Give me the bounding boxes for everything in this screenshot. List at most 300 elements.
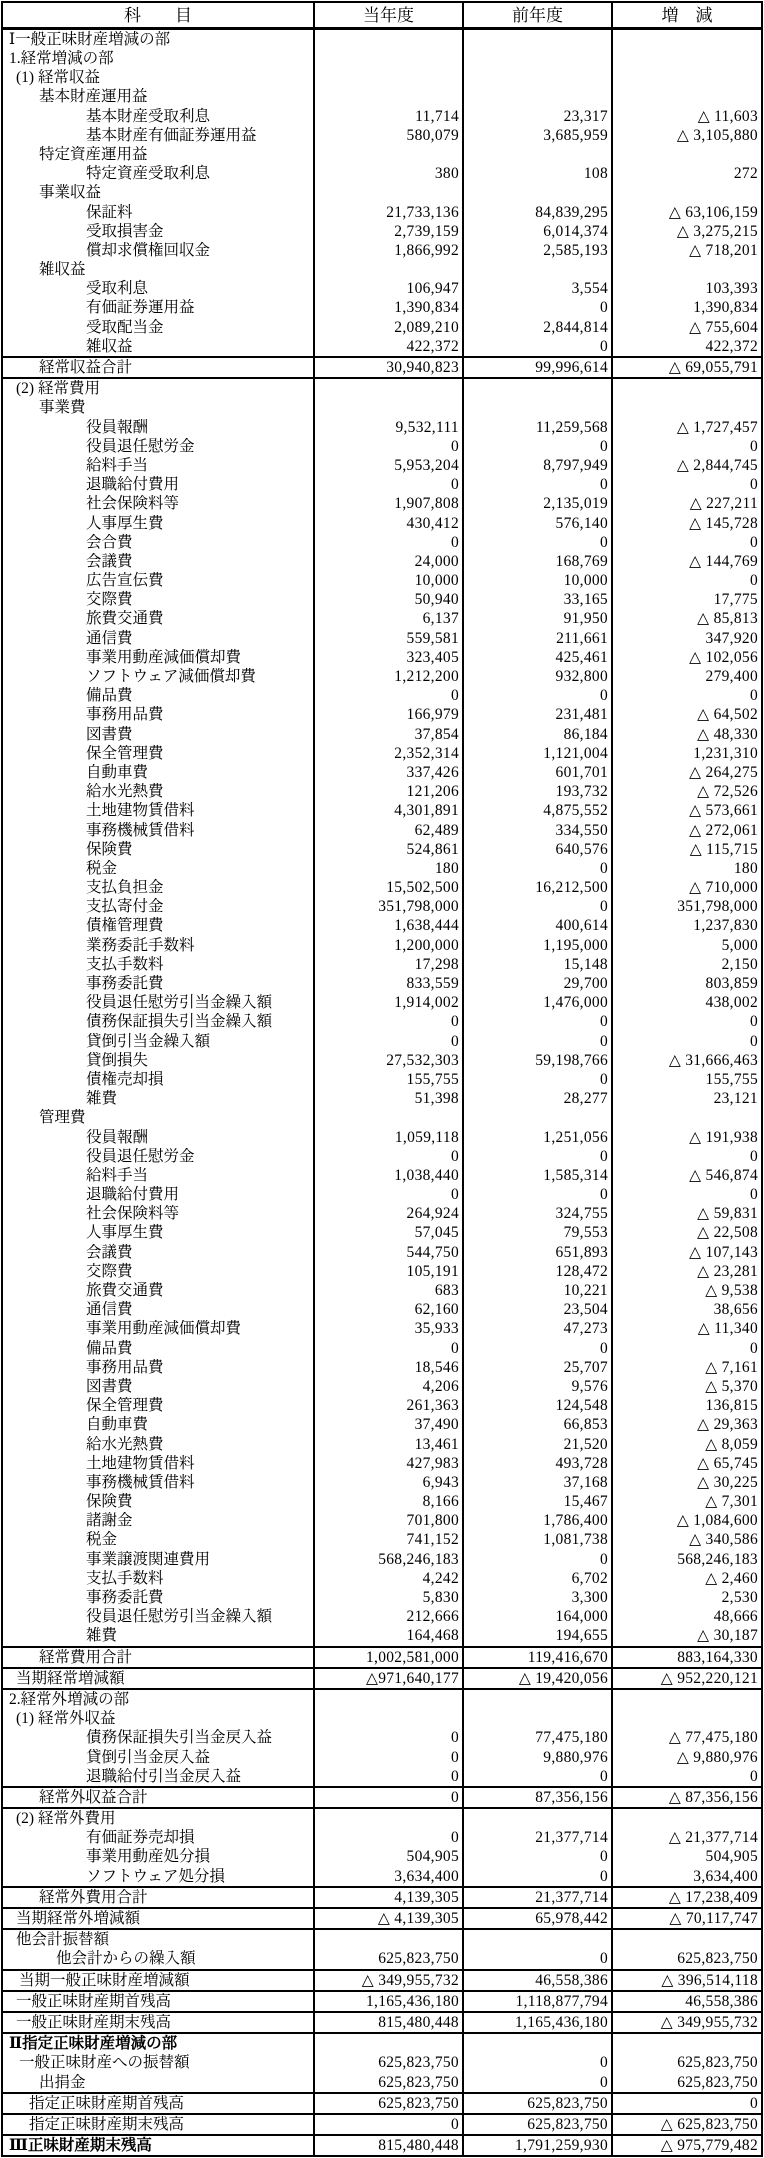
column-header-change: 増 減 — [612, 2, 762, 29]
value-change: 347,920 — [612, 629, 762, 648]
value-change — [612, 49, 762, 68]
value-prior-year: 33,165 — [463, 590, 612, 609]
table-row — [2, 993, 762, 1012]
table-row — [2, 667, 762, 686]
value-change: △ 2,844,745 — [612, 456, 762, 475]
row-label: 債務保証損失引当金戻入益 — [2, 1729, 314, 1748]
value-change: △ 3,275,215 — [612, 222, 762, 241]
value-prior-year: 1,476,000 — [463, 993, 612, 1012]
row-label: 税金 — [2, 859, 314, 878]
table-row — [2, 840, 762, 859]
value-change: △ 396,514,118 — [612, 1970, 762, 1991]
value-current-year: 8,166 — [314, 1492, 463, 1511]
value-change: △ 23,281 — [612, 1262, 762, 1281]
value-prior-year: 21,377,714 — [463, 1887, 612, 1908]
table-row — [2, 126, 762, 145]
value-current-year: 166,979 — [314, 706, 463, 725]
row-label: 役員退任慰労金 — [2, 437, 314, 456]
value-prior-year: 1,081,738 — [463, 1531, 612, 1550]
value-current-year: 504,905 — [314, 1848, 463, 1867]
value-current-year: 0 — [314, 437, 463, 456]
value-change: △ 11,340 — [612, 1320, 762, 1339]
value-current-year — [314, 184, 463, 203]
row-label: 基本財産受取利息 — [2, 107, 314, 126]
row-label: 貸倒損失 — [2, 1051, 314, 1070]
value-current-year: 430,412 — [314, 514, 463, 533]
table-row — [2, 610, 762, 629]
value-change: 0 — [612, 1339, 762, 1358]
column-header-prior-year: 前年度 — [463, 2, 612, 29]
value-change: 0 — [612, 686, 762, 705]
row-label: 給水光熱費 — [2, 1435, 314, 1454]
value-prior-year: 0 — [463, 1032, 612, 1051]
value-current-year: 1,059,118 — [314, 1128, 463, 1147]
value-change — [612, 1929, 762, 1949]
row-label: 支払寄付金 — [2, 897, 314, 916]
value-change: 155,755 — [612, 1070, 762, 1089]
value-change — [612, 184, 762, 203]
value-current-year — [314, 1109, 463, 1128]
value-change: △ 107,143 — [612, 1243, 762, 1262]
value-current-year: 0 — [314, 1828, 463, 1847]
table-row — [2, 357, 762, 378]
value-prior-year: 66,853 — [463, 1416, 612, 1435]
table-row — [2, 1647, 762, 1668]
table-row — [2, 706, 762, 725]
value-prior-year: 2,844,814 — [463, 318, 612, 337]
value-current-year: 4,242 — [314, 1569, 463, 1588]
value-current-year: 833,559 — [314, 974, 463, 993]
value-current-year: 4,206 — [314, 1377, 463, 1396]
value-current-year: 0 — [314, 533, 463, 552]
value-prior-year: 932,800 — [463, 667, 612, 686]
table-row — [2, 821, 762, 840]
value-change: 0 — [612, 1767, 762, 1787]
table-row — [2, 1185, 762, 1204]
value-change: △ 264,275 — [612, 763, 762, 782]
row-label: 保全管理費 — [2, 744, 314, 763]
value-prior-year: 15,467 — [463, 1492, 612, 1511]
row-label: 備品費 — [2, 686, 314, 705]
value-prior-year: 0 — [463, 533, 612, 552]
table-row — [2, 222, 762, 241]
value-current-year — [314, 49, 463, 68]
row-label: 備品費 — [2, 1339, 314, 1358]
value-prior-year: 0 — [463, 1339, 612, 1358]
value-change: 0 — [612, 2093, 762, 2114]
table-row — [2, 1950, 762, 1970]
value-change: 351,798,000 — [612, 897, 762, 916]
value-current-year: 24,000 — [314, 552, 463, 571]
row-label: 会合費 — [2, 533, 314, 552]
value-prior-year: 0 — [463, 1185, 612, 1204]
value-current-year: 2,352,314 — [314, 744, 463, 763]
row-label: 1.経常増減の部 — [2, 49, 314, 68]
value-change: 422,372 — [612, 337, 762, 357]
value-change: △ 952,220,121 — [612, 1668, 762, 1689]
value-prior-year — [463, 29, 612, 50]
value-current-year: 1,002,581,000 — [314, 1647, 463, 1668]
value-change — [612, 1689, 762, 1709]
table-row — [2, 859, 762, 878]
value-prior-year: 601,701 — [463, 763, 612, 782]
value-prior-year: 28,277 — [463, 1089, 612, 1108]
value-change — [612, 2033, 762, 2053]
row-label: 一般正味財産期末残高 — [2, 2012, 314, 2033]
value-change: 803,859 — [612, 974, 762, 993]
row-label: 旅費交通費 — [2, 1281, 314, 1300]
row-label: 旅費交通費 — [2, 610, 314, 629]
value-change: 0 — [612, 533, 762, 552]
table-row — [2, 1128, 762, 1147]
value-change: 17,775 — [612, 590, 762, 609]
row-label: 社会保険料等 — [2, 1204, 314, 1223]
row-label: 事業費 — [2, 399, 314, 418]
table-row — [2, 1991, 762, 2012]
value-prior-year: 59,198,766 — [463, 1051, 612, 1070]
value-change: △ 975,779,482 — [612, 2135, 762, 2156]
value-change: 5,000 — [612, 936, 762, 955]
value-current-year: 741,152 — [314, 1531, 463, 1550]
value-current-year: 0 — [314, 1032, 463, 1051]
value-change: △ 64,502 — [612, 706, 762, 725]
value-prior-year: 37,168 — [463, 1473, 612, 1492]
table-row — [2, 1473, 762, 1492]
value-change: △ 272,061 — [612, 821, 762, 840]
value-prior-year: 6,014,374 — [463, 222, 612, 241]
value-prior-year: 1,165,436,180 — [463, 2012, 612, 2033]
table-row — [2, 1089, 762, 1108]
row-label: 広告宣伝費 — [2, 571, 314, 590]
row-label: 経常費用合計 — [2, 1647, 314, 1668]
column-header-item: 科 目 — [2, 2, 314, 29]
row-label: 有価証券運用益 — [2, 299, 314, 318]
table-row — [2, 279, 762, 298]
table-row — [2, 2114, 762, 2135]
value-change: △ 17,238,409 — [612, 1887, 762, 1908]
value-prior-year — [463, 49, 612, 68]
row-label: 交際費 — [2, 1262, 314, 1281]
row-label: 事務委託費 — [2, 974, 314, 993]
value-current-year: 155,755 — [314, 1070, 463, 1089]
table-row — [2, 1377, 762, 1396]
value-prior-year: 493,728 — [463, 1454, 612, 1473]
value-current-year: 18,546 — [314, 1358, 463, 1377]
value-prior-year — [463, 1689, 612, 1709]
value-prior-year — [463, 1109, 612, 1128]
value-change: △ 102,056 — [612, 648, 762, 667]
value-change: △ 7,161 — [612, 1358, 762, 1377]
value-current-year: 121,206 — [314, 782, 463, 801]
table-row — [2, 1908, 762, 1929]
table-row — [2, 1550, 762, 1569]
value-current-year: 35,933 — [314, 1320, 463, 1339]
value-prior-year: △ 19,420,056 — [463, 1668, 612, 1689]
value-current-year: 524,861 — [314, 840, 463, 859]
value-current-year: 0 — [314, 1185, 463, 1204]
value-current-year: 21,733,136 — [314, 203, 463, 222]
value-change: 2,150 — [612, 955, 762, 974]
value-current-year: 164,468 — [314, 1627, 463, 1647]
value-prior-year: 15,148 — [463, 955, 612, 974]
value-prior-year: 99,996,614 — [463, 357, 612, 378]
value-current-year: 11,714 — [314, 107, 463, 126]
value-change: △ 85,813 — [612, 610, 762, 629]
value-change: 23,121 — [612, 1089, 762, 1108]
row-label: 人事厚生費 — [2, 514, 314, 533]
row-label: 諸謝金 — [2, 1511, 314, 1530]
row-label: 2.経常外増減の部 — [2, 1689, 314, 1709]
value-current-year: 0 — [314, 1748, 463, 1767]
row-label: 出捐金 — [2, 2073, 314, 2093]
value-change: 180 — [612, 859, 762, 878]
value-change: △ 63,106,159 — [612, 203, 762, 222]
value-change: △ 227,211 — [612, 495, 762, 514]
value-current-year: 559,581 — [314, 629, 463, 648]
row-label: 貸倒引当金繰入額 — [2, 1032, 314, 1051]
value-current-year: 2,089,210 — [314, 318, 463, 337]
value-current-year: 625,823,750 — [314, 2093, 463, 2114]
value-current-year: 264,924 — [314, 1204, 463, 1223]
value-current-year: 105,191 — [314, 1262, 463, 1281]
value-change — [612, 1808, 762, 1828]
value-change: 438,002 — [612, 993, 762, 1012]
row-label: (2) 経常外費用 — [2, 1808, 314, 1828]
table-row — [2, 1147, 762, 1166]
value-change: △ 144,769 — [612, 552, 762, 571]
value-change: 136,815 — [612, 1396, 762, 1415]
row-label: 債権売却損 — [2, 1070, 314, 1089]
value-prior-year: 0 — [463, 1950, 612, 1970]
value-current-year — [314, 1929, 463, 1949]
value-change: 0 — [612, 437, 762, 456]
value-change: △ 145,728 — [612, 514, 762, 533]
value-change: △ 718,201 — [612, 241, 762, 260]
row-label: 役員報酬 — [2, 1128, 314, 1147]
value-prior-year: 21,520 — [463, 1435, 612, 1454]
table-row — [2, 378, 762, 398]
row-label: 自動車費 — [2, 1416, 314, 1435]
value-prior-year: 23,317 — [463, 107, 612, 126]
value-prior-year: 194,655 — [463, 1627, 612, 1647]
table-row — [2, 29, 762, 50]
table-row — [2, 2012, 762, 2033]
table-row — [2, 878, 762, 897]
table-row — [2, 1828, 762, 1847]
row-label: 有価証券売却損 — [2, 1828, 314, 1847]
value-change — [612, 68, 762, 87]
value-current-year: 3,634,400 — [314, 1867, 463, 1887]
value-current-year: 0 — [314, 1787, 463, 1808]
value-prior-year: 0 — [463, 437, 612, 456]
value-prior-year: 79,553 — [463, 1224, 612, 1243]
value-current-year: 625,823,750 — [314, 2054, 463, 2073]
value-current-year: 2,739,159 — [314, 222, 463, 241]
row-label: 他会計からの繰入額 — [2, 1950, 314, 1970]
value-change: △ 70,117,747 — [612, 1908, 762, 1929]
statement-body — [2, 29, 762, 2157]
row-label: 事業用動産処分損 — [2, 1848, 314, 1867]
value-change: 272 — [612, 164, 762, 183]
value-current-year — [314, 1689, 463, 1709]
value-change: 625,823,750 — [612, 2054, 762, 2073]
table-row — [2, 260, 762, 279]
value-current-year: 50,940 — [314, 590, 463, 609]
value-prior-year: 0 — [463, 1013, 612, 1032]
value-current-year: 625,823,750 — [314, 2073, 463, 2093]
value-current-year: 1,638,444 — [314, 917, 463, 936]
value-change: △ 8,059 — [612, 1435, 762, 1454]
value-prior-year: 0 — [463, 2054, 612, 2073]
value-prior-year — [463, 1929, 612, 1949]
value-current-year: 5,830 — [314, 1588, 463, 1607]
value-prior-year: 211,661 — [463, 629, 612, 648]
value-prior-year: 1,786,400 — [463, 1511, 612, 1530]
value-current-year: 13,461 — [314, 1435, 463, 1454]
value-prior-year: 23,504 — [463, 1300, 612, 1319]
row-label: 保証料 — [2, 203, 314, 222]
value-prior-year: 119,416,670 — [463, 1647, 612, 1668]
value-current-year: 0 — [314, 1013, 463, 1032]
row-label: 受取配当金 — [2, 318, 314, 337]
value-change: △ 7,301 — [612, 1492, 762, 1511]
value-current-year: 683 — [314, 1281, 463, 1300]
table-row — [2, 241, 762, 260]
value-current-year: 0 — [314, 1767, 463, 1787]
value-current-year — [314, 399, 463, 418]
value-prior-year: 0 — [463, 1767, 612, 1787]
header-row — [2, 2, 762, 29]
value-change: △ 48,330 — [612, 725, 762, 744]
row-label: 会議費 — [2, 552, 314, 571]
row-label: 一般正味財産への振替額 — [2, 2054, 314, 2073]
value-change: △ 72,526 — [612, 782, 762, 801]
value-change — [612, 378, 762, 398]
value-change: △ 30,187 — [612, 1627, 762, 1647]
row-label: 貸倒引当金戻入益 — [2, 1748, 314, 1767]
value-prior-year: 25,707 — [463, 1358, 612, 1377]
row-label: 図書費 — [2, 725, 314, 744]
row-label: (2) 経常費用 — [2, 378, 314, 398]
value-prior-year: 425,461 — [463, 648, 612, 667]
value-prior-year — [463, 378, 612, 398]
value-prior-year: 0 — [463, 1867, 612, 1887]
value-current-year: 1,907,808 — [314, 495, 463, 514]
value-change — [612, 1709, 762, 1728]
value-change: △ 2,460 — [612, 1569, 762, 1588]
value-current-year: 544,750 — [314, 1243, 463, 1262]
row-label: 役員退任慰労引当金繰入額 — [2, 1607, 314, 1626]
table-row — [2, 1262, 762, 1281]
table-row — [2, 1166, 762, 1185]
value-current-year: 427,983 — [314, 1454, 463, 1473]
row-label: 債務保証損失引当金繰入額 — [2, 1013, 314, 1032]
value-change — [612, 29, 762, 50]
table-row — [2, 1204, 762, 1223]
table-row — [2, 2093, 762, 2114]
value-current-year — [314, 145, 463, 164]
value-change: △ 349,955,732 — [612, 2012, 762, 2033]
value-prior-year: 625,823,750 — [463, 2093, 612, 2114]
table-row — [2, 725, 762, 744]
row-label: 事業収益 — [2, 184, 314, 203]
value-prior-year — [463, 68, 612, 87]
row-label: 管理費 — [2, 1109, 314, 1128]
value-change: △ 31,666,463 — [612, 1051, 762, 1070]
table-row — [2, 802, 762, 821]
row-label: ソフトウェア減価償却費 — [2, 667, 314, 686]
table-row — [2, 1281, 762, 1300]
table-row — [2, 399, 762, 418]
row-label: 雑収益 — [2, 337, 314, 357]
value-current-year: 815,480,448 — [314, 2135, 463, 2156]
value-prior-year: 640,576 — [463, 840, 612, 859]
row-label: 基本財産有価証券運用益 — [2, 126, 314, 145]
value-prior-year: 9,576 — [463, 1377, 612, 1396]
table-row — [2, 1748, 762, 1767]
row-label: 基本財産運用益 — [2, 88, 314, 107]
value-current-year: 0 — [314, 1147, 463, 1166]
table-row — [2, 1109, 762, 1128]
row-label: 当期一般正味財産増減額 — [2, 1970, 314, 1991]
table-row — [2, 1569, 762, 1588]
row-label: Ⅱ指定正味財産増減の部 — [2, 2033, 314, 2053]
value-change: 504,905 — [612, 1848, 762, 1867]
table-row — [2, 1689, 762, 1709]
row-label: 業務委託手数料 — [2, 936, 314, 955]
value-change: △ 710,000 — [612, 878, 762, 897]
value-change: △ 87,356,156 — [612, 1787, 762, 1808]
table-row — [2, 2073, 762, 2093]
row-label: 土地建物賃借料 — [2, 802, 314, 821]
value-current-year: 51,398 — [314, 1089, 463, 1108]
table-row — [2, 744, 762, 763]
table-row — [2, 1339, 762, 1358]
value-current-year: 351,798,000 — [314, 897, 463, 916]
value-change: 1,231,310 — [612, 744, 762, 763]
table-row — [2, 1709, 762, 1728]
table-row — [2, 763, 762, 782]
row-label: 経常外収益合計 — [2, 1787, 314, 1808]
value-change: 0 — [612, 1147, 762, 1166]
value-current-year: 5,953,204 — [314, 456, 463, 475]
value-current-year: 580,079 — [314, 126, 463, 145]
table-row — [2, 917, 762, 936]
value-current-year: 0 — [314, 686, 463, 705]
value-change: 103,393 — [612, 279, 762, 298]
row-label: 受取損害金 — [2, 222, 314, 241]
row-label: 退職給付費用 — [2, 1185, 314, 1204]
value-prior-year: 10,221 — [463, 1281, 612, 1300]
value-prior-year: 21,377,714 — [463, 1828, 612, 1847]
row-label: 事務委託費 — [2, 1588, 314, 1607]
value-prior-year — [463, 2033, 612, 2053]
table-row — [2, 299, 762, 318]
value-prior-year: 193,732 — [463, 782, 612, 801]
value-prior-year: 65,978,442 — [463, 1908, 612, 1929]
value-change: △ 3,105,880 — [612, 126, 762, 145]
row-label: 事務用品費 — [2, 1358, 314, 1377]
table-row — [2, 1396, 762, 1415]
value-prior-year — [463, 184, 612, 203]
row-label: 雑収益 — [2, 260, 314, 279]
value-prior-year: 47,273 — [463, 1320, 612, 1339]
value-prior-year: 1,251,056 — [463, 1128, 612, 1147]
value-prior-year: 0 — [463, 859, 612, 878]
value-change: 48,666 — [612, 1607, 762, 1626]
value-change: 2,530 — [612, 1588, 762, 1607]
table-row — [2, 1416, 762, 1435]
